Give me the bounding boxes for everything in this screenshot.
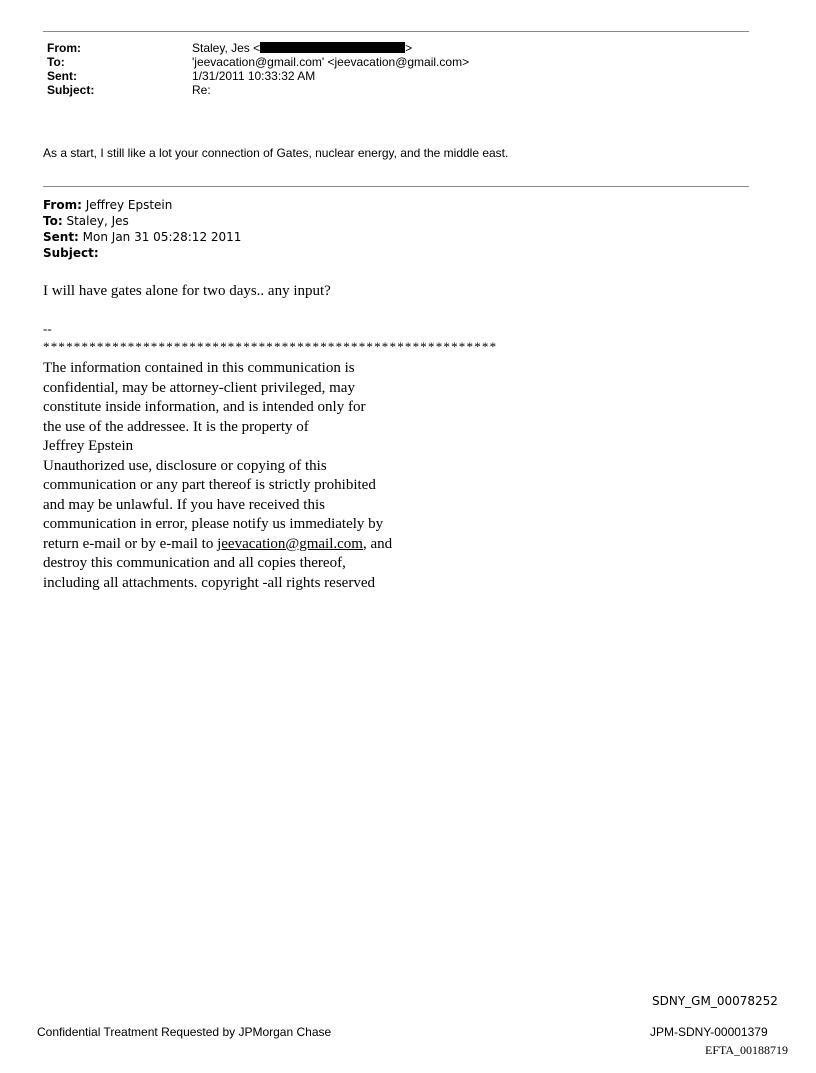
confidential-footer: Confidential Treatment Requested by JPMorgan Chase (37, 1025, 332, 1039)
to-value: 'jeevacation@gmail.com' <jeevacation@gmail.com> (192, 55, 470, 69)
sent-label: Sent: (47, 69, 77, 83)
disclaimer-line: The information contained in this communication is (43, 360, 355, 376)
sent-line: Sent: Mon Jan 31 05:28:12 2011 (43, 230, 242, 244)
from-line: From: Jeffrey Epstein (43, 198, 173, 212)
disclaimer-line: Jeffrey Epstein (43, 438, 134, 454)
to-label: To: (47, 55, 65, 69)
subject-value: Re: (192, 83, 211, 97)
email-header-2 (43, 197, 241, 261)
message-divider (43, 186, 749, 187)
email-link[interactable]: jeevacation@gmail.com (217, 535, 363, 552)
email-body-1: As a start, I still like a lot your connection of Gates, nuclear energy, and the middle east. (43, 146, 509, 160)
to-line: To: Staley, Jes (43, 214, 129, 228)
asterisk-separator: *********************************************************** (43, 339, 498, 354)
disclaimer-line: Unauthorized use, disclosure or copying of this (43, 457, 327, 474)
subject-label: Subject: (47, 83, 95, 97)
disclaimer-line: destroy this communication and all copies thereof, (43, 555, 346, 571)
email-header-1 (47, 41, 469, 97)
signature-dashes: -- (43, 321, 52, 336)
email-body-2: I will have gates alone for two days.. any input? (43, 283, 331, 299)
disclaimer-line: including all attachments. copyright -all rights reserved (43, 574, 375, 591)
from-value: Staley, Jes < > (192, 41, 413, 55)
disclaimer-line: and may be unlawful. If you have received this (43, 496, 325, 513)
disclaimer-line: confidential, may be attorney-client privileged, may (43, 379, 355, 396)
disclaimer-line: constitute inside information, and is intended only for (43, 399, 366, 415)
disclaimer (43, 359, 392, 593)
subject-line: Subject: (43, 246, 99, 260)
disclaimer-line: communication or any part thereof is strictly prohibited (43, 477, 376, 493)
sent-value: 1/31/2011 10:33:32 AM (192, 69, 316, 83)
bates-stamp-efta: EFTA_00188719 (705, 1043, 789, 1057)
redaction-box (260, 42, 405, 53)
from-label: From: (47, 41, 81, 55)
disclaimer-line: communication in error, please notify us immediately by (43, 516, 384, 532)
disclaimer-line: the use of the addressee. It is the property of (43, 418, 309, 435)
bates-stamp-jpm: JPM-SDNY-00001379 (650, 1025, 768, 1039)
bates-stamp-sdny-gm: SDNY_GM_00078252 (652, 994, 778, 1008)
top-divider (43, 31, 749, 32)
disclaimer-line: return e-mail or by e-mail to jeevacation@gmail.com, and (43, 535, 393, 552)
